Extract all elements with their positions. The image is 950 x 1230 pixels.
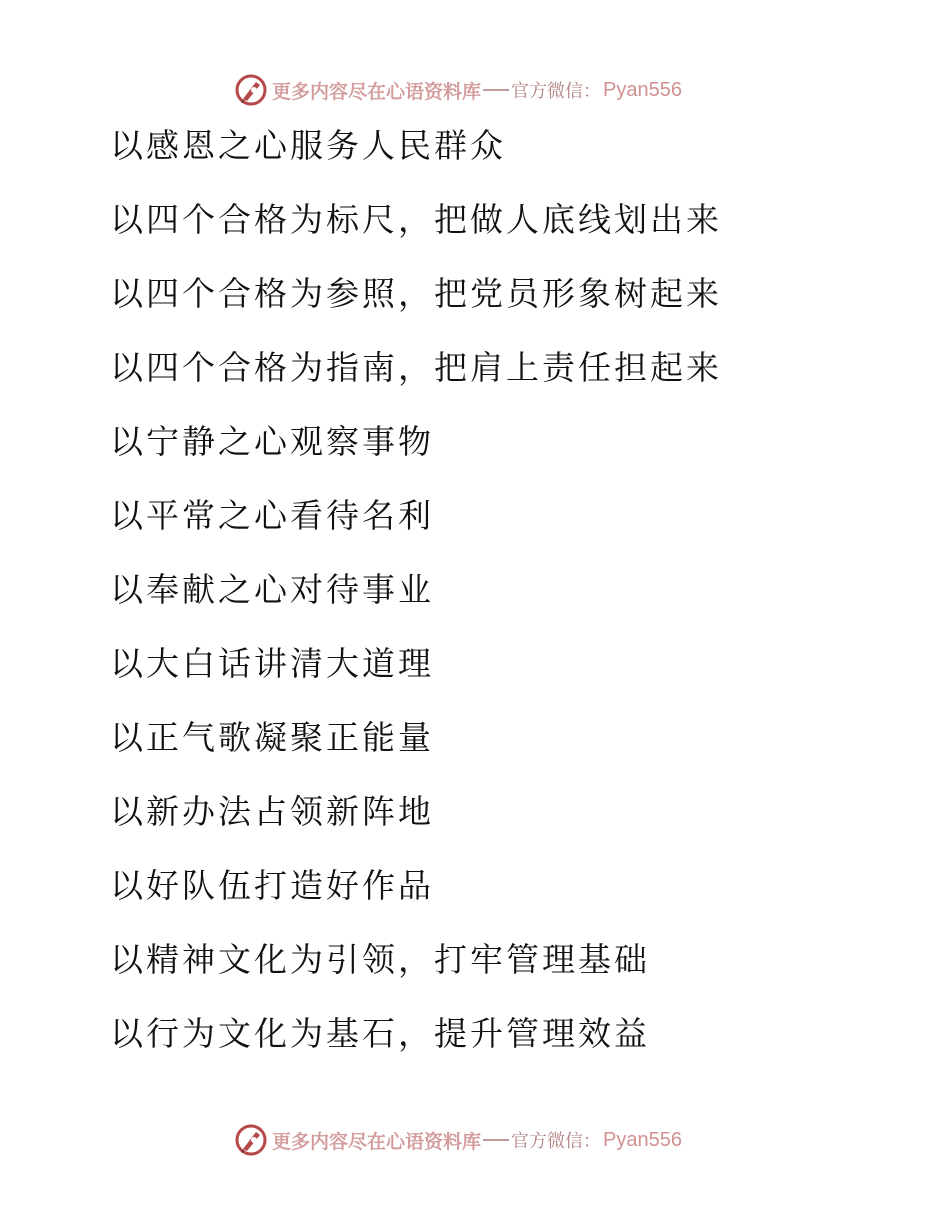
document-body bbox=[110, 116, 890, 1078]
text-line: 以奉献之心对待事业 bbox=[110, 570, 434, 609]
text-line: 以四个合格为指南，把肩上责任担起来 bbox=[110, 348, 722, 387]
text-line: 以四个合格为标尺，把做人底线划出来 bbox=[110, 200, 722, 239]
watermark-label: 官方微信： bbox=[511, 81, 602, 102]
text-line: 以行为文化为基石，提升管理效益 bbox=[110, 1014, 650, 1053]
text-line: 以平常之心看待名利 bbox=[110, 496, 434, 535]
watermark-id: Pyan556 bbox=[603, 78, 682, 101]
text-line: 以新办法占领新阵地 bbox=[110, 792, 434, 831]
watermark-text: 更多内容尽在心语资料库 bbox=[272, 80, 482, 103]
text-line: 以精神文化为引领，打牢管理基础 bbox=[110, 940, 650, 979]
watermark-text: 更多内容尽在心语资料库 bbox=[272, 1130, 482, 1153]
text-line: 以正气歌凝聚正能量 bbox=[110, 718, 434, 757]
text-line: 以感恩之心服务人民群众 bbox=[110, 126, 506, 165]
watermark-dash bbox=[483, 89, 509, 91]
pen-logo-icon bbox=[234, 73, 268, 107]
watermark-label: 官方微信： bbox=[511, 1131, 602, 1152]
text-line: 以大白话讲清大道理 bbox=[110, 644, 434, 683]
text-line: 以好队伍打造好作品 bbox=[110, 866, 434, 905]
footer-watermark bbox=[234, 1123, 682, 1157]
header-watermark bbox=[234, 73, 682, 107]
watermark-dash bbox=[483, 1139, 509, 1141]
text-line: 以宁静之心观察事物 bbox=[110, 422, 434, 461]
text-line: 以四个合格为参照，把党员形象树起来 bbox=[110, 274, 722, 313]
watermark-id: Pyan556 bbox=[603, 1128, 682, 1151]
pen-logo-icon bbox=[234, 1123, 268, 1157]
